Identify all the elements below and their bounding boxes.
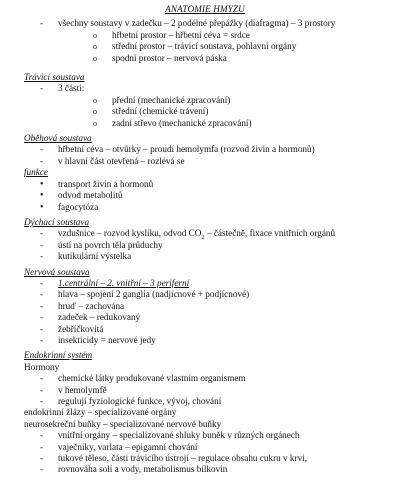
list-item-text: všechny soustavy v zadečku – 2 podélné přepážky (diafragma) – 3 prostory [58,18,336,29]
hormones-line: Hormony [24,361,60,372]
list-item-text: transport živin a hormonů [58,178,154,189]
dash-marker: - [40,323,44,334]
glands-line: endokrinní žlázy – specializované orgány [24,407,177,418]
list-item-text: v hlavní část otevřená – rozlévá se [58,155,185,166]
dash-marker: - [40,373,44,384]
dash-marker: - [40,464,44,475]
sub-list-item [24,106,386,117]
circulatory-list [24,144,386,167]
list-item-text: střední prostor – trávicí soustava, pohlavní orgány [112,41,297,52]
list-item-text: rovnováha solí a vody, metabolismus bílkovin [58,464,228,475]
dash-marker: - [40,430,44,441]
list-item [24,156,386,167]
list-item [24,324,386,335]
list-item [24,373,386,384]
list-item-text: odvod metabolitů [58,190,123,201]
bullet-icon: • [40,178,44,190]
dash-marker: - [40,300,44,311]
list-item-text: chemické látky produkované vlastním organismem [58,373,246,384]
list-item-text: hřbetní prostor – hřbetní céva = srdce [112,29,250,40]
sub-list-item [24,41,386,52]
hormones-list [24,373,386,407]
list-item [24,396,386,407]
subscript: 2 [201,234,205,242]
list-item-text: hruď – zachována [58,300,125,311]
dash-marker: - [40,239,44,250]
list-item [24,312,386,323]
list-item [24,83,386,94]
section-heading-endocrine: Endokrinní systém [24,350,93,361]
list-item [24,240,386,251]
list-item-text: hlava – spojení 2 ganglia (nadjícnové + podjícnové) [58,289,250,300]
list-item [24,453,386,464]
functions-heading: funkce [24,167,48,178]
neuro-list [24,430,386,476]
intro-list [24,18,386,64]
sub-list-item [24,30,386,41]
section-heading-circulatory: Oběhová soustava [24,133,92,144]
page-title: ANATOMIE HMYZU [165,4,245,14]
sub-list-item [24,118,386,129]
list-item-text: insekticidy = nervové jedy [58,334,156,345]
list-item [24,190,386,201]
list-item-text: střední (chemické trávení) [112,106,209,117]
list-item-text: kutikulární výstelka [58,251,132,262]
list-item [24,464,386,475]
list-item [24,18,386,29]
list-item-text: ústí na povrch těla průduchy [58,239,163,250]
circle-bullet-icon: o [93,53,97,63]
dash-marker: - [40,289,44,300]
list-item-text: vaječníky, varlata – epigamní chování [58,441,198,452]
bullet-icon: • [40,201,44,213]
dash-marker: - [40,18,44,29]
list-item-text: spodní prostor – nervová páska [112,52,227,63]
circle-bullet-icon: o [93,118,97,128]
section-heading-nervous: Nervová soustava [24,266,90,277]
section-heading-respiratory: Dýchací soustava [24,216,90,227]
list-item-text: zadní střevo (mechanické zpracování) [112,117,252,128]
list-item [24,442,386,453]
section-heading-digestive: Trávicí soustava [24,72,85,83]
list-item-text: 1.centrální – 2. vnitřní – 3 periferní [58,277,190,288]
list-item [24,278,386,289]
dash-marker: - [40,83,44,94]
list-item [24,251,386,262]
respiratory-list [24,228,386,262]
dash-marker: - [40,155,44,166]
neuro-line: neurosekreční buňky – specializované nervové buňky [24,418,222,429]
list-item-text: v hemolymfě [58,384,107,395]
list-item-text: hřbetní céva – otvůrky – proudí hemolymfa (rozvod živin a hormonů) [58,144,315,155]
sub-list-item [24,95,386,106]
nervous-list [24,278,386,346]
list-item-text: tukové těleso, části trávicího ústrojí – regulace obsahu cukru v krvi, [58,453,308,464]
dash-marker: - [40,144,44,155]
circle-bullet-icon: o [93,95,97,105]
functions-list [24,179,386,213]
dash-marker: - [40,441,44,452]
list-item [24,144,386,155]
list-item-text: vnitřní orgány – specializované shluky buněk v různých orgánech [58,430,300,441]
list-item-text: – částečně, fixace vnitřních orgánů [204,228,336,239]
list-item-text: zadeček – redukovaný [58,312,141,323]
dash-marker: - [40,312,44,323]
list-item [24,289,386,300]
list-item [24,301,386,312]
dash-marker: - [40,277,44,288]
dash-marker: - [40,453,44,464]
list-item [24,335,386,346]
list-item [24,179,386,190]
circle-bullet-icon: o [93,30,97,40]
list-item-text: regulují fyziologické funkce, vývoj, chování [58,396,222,406]
dash-marker: - [40,384,44,395]
dash-marker: - [40,228,44,239]
dash-marker: - [40,396,44,406]
list-item [24,430,386,441]
sub-list-item [24,53,386,64]
list-item-text: vzdušnice – rozvod kyslíku, odvod CO [58,228,202,239]
list-item [24,228,386,242]
dash-marker: - [40,334,44,345]
bullet-icon: • [40,190,44,202]
list-item-text: 3 části: [58,83,85,94]
list-item-text: přední (mechanické zpracování) [112,94,231,105]
circle-bullet-icon: o [93,42,97,52]
dash-marker: - [40,251,44,262]
list-item [24,202,386,213]
circle-bullet-icon: o [93,107,97,117]
list-item-text: žebříčkovitá [58,323,104,334]
digestive-list [24,83,386,129]
list-item [24,385,386,396]
list-item-text: fagocytóza [58,201,99,212]
